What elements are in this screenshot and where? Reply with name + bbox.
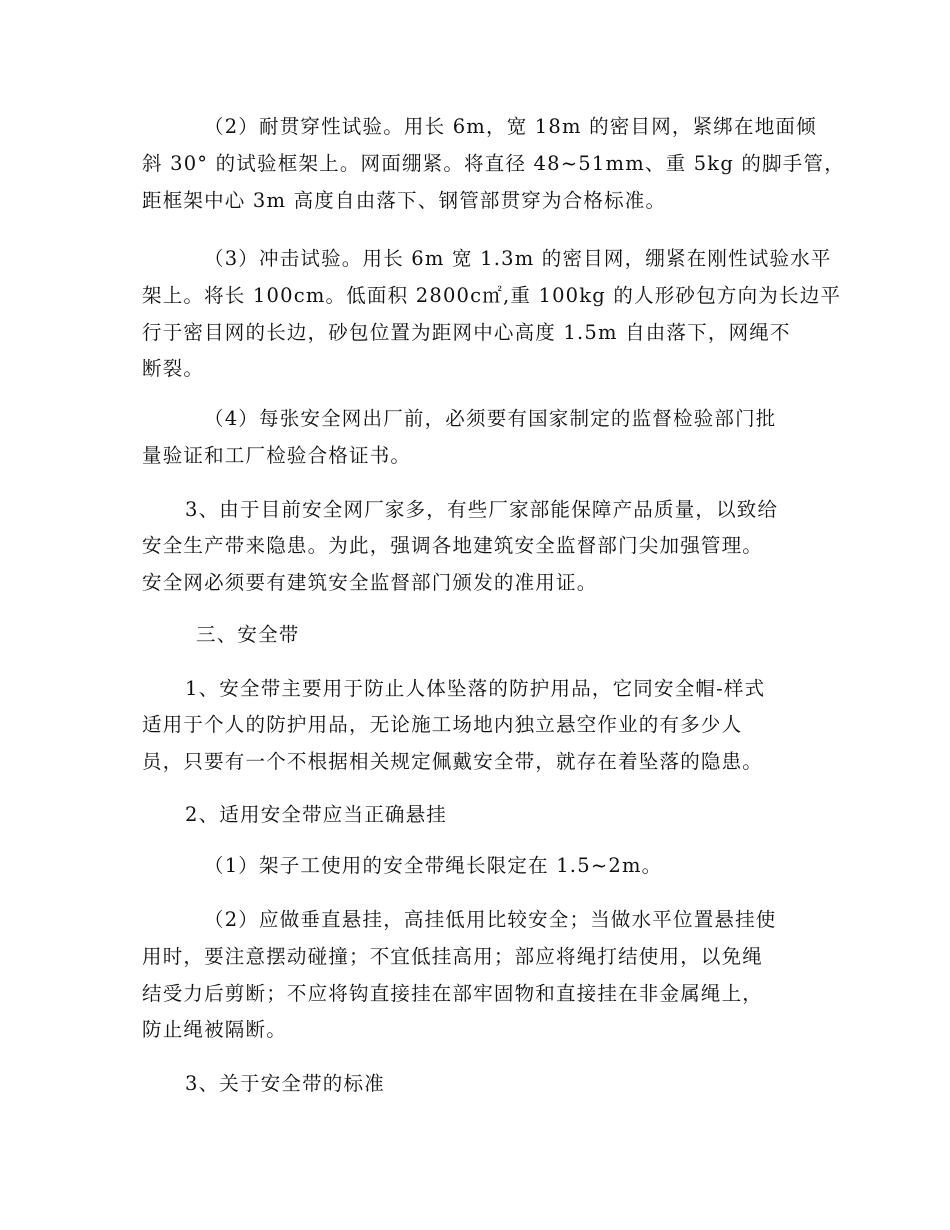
text-line: 3、由于目前安全网厂家多，有些厂家部能保障产品质量，以致给	[185, 498, 779, 521]
paragraph-belt-hanging: 2、适用安全带应当正确悬挂	[185, 803, 448, 826]
text-line: 量验证和工厂检验合格证书。	[142, 444, 412, 467]
text-line: 防止绳被隔断。	[142, 1018, 287, 1041]
text-line: 安全网必须要有建筑安全监督部门颁发的准用证。	[142, 571, 598, 594]
text-line: 员，只要有一个不根据相关规定佩戴安全带，就存在着坠落的隐患。	[142, 750, 764, 773]
text-line: 适用于个人的防护用品，无论施工场地内独立悬空作业的有多少人	[142, 713, 743, 736]
paragraph-rope-length: （1）架子工使用的安全带绳长限定在 1.5~2m。	[204, 854, 663, 877]
text-line: （2）耐贯穿性试验。用长 6m，宽 18m 的密目网，紧绑在地面倾	[204, 115, 817, 138]
text-line: 架上。将长 100cm。低面积 2800c㎡,重 100kg 的人形砂包方向为长边平	[142, 284, 842, 307]
text-line: 安全生产带来隐患。为此，强调各地建筑安全监督部门尖加强管理。	[142, 534, 764, 557]
section-heading: 三、安全带	[196, 623, 300, 646]
text-line: 距框架中心 3m 高度自由落下、钢管部贯穿为合格标准。	[142, 189, 667, 212]
text-line: 1、安全带主要用于防止人体坠落的防护用品，它同安全帽-样式	[185, 677, 766, 700]
text-line: 用时，要注意摆动碰撞；不宜低挂高用；部应将绳打结使用，以免绳	[142, 945, 764, 968]
text-line: （4）每张安全网出厂前，必须要有国家制定的监督检验部门批	[204, 407, 777, 430]
text-line: （2）应做垂直悬挂，高挂低用比较安全；当做水平位置悬挂使	[204, 908, 777, 931]
text-line: 斜 30° 的试验框架上。网面绷紧。将直径 48~51mm、重 5kg 的脚手管，	[142, 152, 845, 175]
text-line: 行于密目网的长边，砂包位置为距网中心高度 1.5m 自由落下，网绳不	[142, 321, 791, 344]
text-line: 结受力后剪断；不应将钩直接挂在部牢固物和直接挂在非金属绳上，	[142, 982, 764, 1005]
text-line: （3）冲击试验。用长 6m 宽 1.3m 的密目网，绷紧在刚性试验水平	[204, 247, 832, 270]
text-line: 断裂。	[142, 357, 205, 380]
paragraph-belt-standard: 3、关于安全带的标准	[185, 1072, 385, 1095]
